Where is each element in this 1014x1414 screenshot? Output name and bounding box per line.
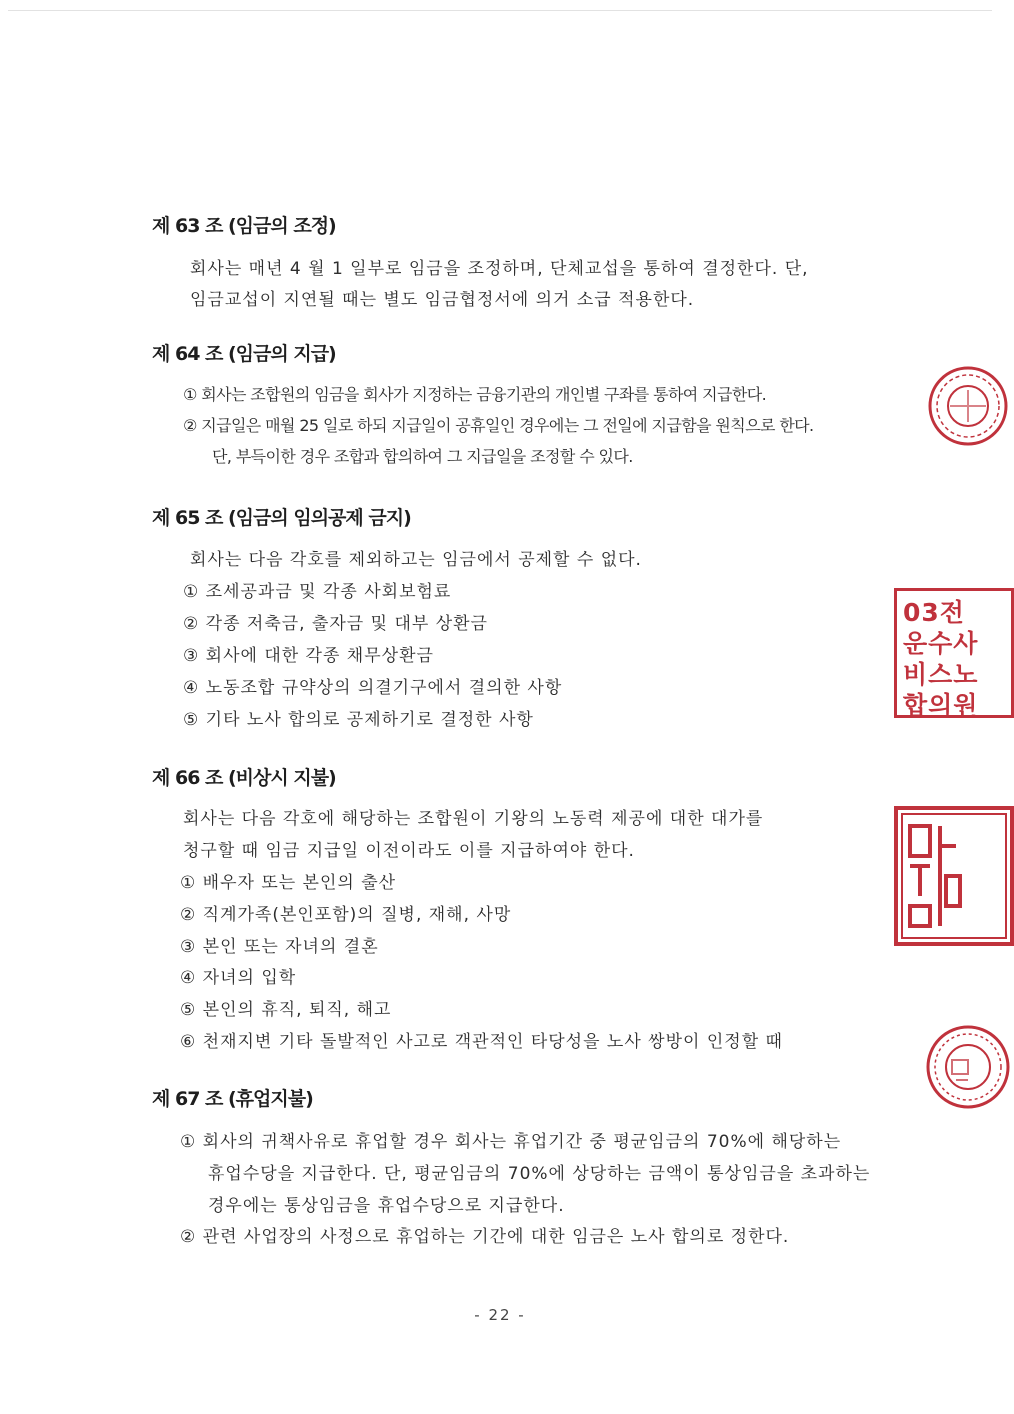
seal-line-4: 합의원 xyxy=(903,691,979,720)
article-63-line-1: 회사는 매년 4 월 1 일부로 임금을 조정하며, 단체교섭을 통하여 결정한다. 단, xyxy=(190,259,809,279)
article-65-intro: 회사는 다음 각호를 제외하고는 임금에서 공제할 수 없다. xyxy=(190,550,642,570)
seal-line-1: 03전 xyxy=(903,598,965,627)
article-64-item-2: ② 지급일은 매월 25 일로 하되 지급일이 공휴일인 경우에는 그 전일에 지급함을 원칙으로 한다. xyxy=(183,416,814,435)
article-66-item-2: ② 직계가족(본인포함)의 질병, 재해, 사망 xyxy=(180,905,512,925)
article-64-title: 제 64 조 (임금의 지급) xyxy=(152,343,336,365)
article-67-item-1-cont-2: 경우에는 통상임금을 휴업수당으로 지급한다. xyxy=(208,1196,565,1216)
article-66-item-6: ⑥ 천재지변 기타 돌발적인 사고로 객관적인 타당성을 노사 쌍방이 인정할 때 xyxy=(180,1032,783,1052)
square-seal-stamp-2 xyxy=(894,806,962,946)
article-67-item-1-cont-1: 휴업수당을 지급한다. 단, 평균임금의 70%에 상당하는 금액이 통상임금을 초과하는 xyxy=(208,1164,871,1184)
article-66-title: 제 66 조 (비상시 지불) xyxy=(152,767,336,789)
article-66-intro-2: 청구할 때 임금 지급일 이전이라도 이를 지급하여야 한다. xyxy=(183,841,635,861)
article-66-item-1: ① 배우자 또는 본인의 출산 xyxy=(180,873,397,893)
article-64-item-1: ① 회사는 조합원의 임금을 회사가 지정하는 금융기관의 개인별 구좌를 통하여 지급한다. xyxy=(183,385,767,404)
article-66-intro-1: 회사는 다음 각호에 해당하는 조합원이 기왕의 노동력 제공에 대한 대가를 xyxy=(183,809,764,829)
article-65-title: 제 65 조 (임금의 임의공제 금지) xyxy=(152,507,411,529)
article-65-item-3: ③ 회사에 대한 각종 채무상환금 xyxy=(183,646,434,666)
round-seal-stamp-2 xyxy=(926,1024,962,1110)
article-67-item-1: ① 회사의 귀책사유로 휴업할 경우 회사는 휴업기간 중 평균임금의 70%에 해당하는 xyxy=(180,1132,842,1152)
page-number: - 22 - xyxy=(474,1306,526,1324)
seal-line-2: 운수사 xyxy=(903,629,979,658)
round-seal-stamp-1 xyxy=(928,364,962,448)
top-rule xyxy=(8,10,992,11)
article-66-item-5: ⑤ 본인의 휴직, 퇴직, 해고 xyxy=(180,1000,392,1020)
article-65-item-4: ④ 노동조합 규약상의 의결기구에서 결의한 사항 xyxy=(183,678,563,698)
article-66-item-3: ③ 본인 또는 자녀의 결혼 xyxy=(180,937,379,957)
article-63-line-2: 임금교섭이 지연될 때는 별도 임금협정서에 의거 소급 적용한다. xyxy=(190,290,695,310)
article-65-item-2: ② 각종 저축금, 출자금 및 대부 상환금 xyxy=(183,614,488,634)
article-65-item-1: ① 조세공과금 및 각종 사회보험료 xyxy=(183,582,452,602)
seal-line-3: 비스노 xyxy=(903,660,979,689)
square-seal-stamp-1 xyxy=(894,588,979,722)
article-67-item-2: ② 관련 사업장의 사정으로 휴업하는 기간에 대한 임금은 노사 합의로 정한다. xyxy=(180,1227,790,1247)
article-67-title: 제 67 조 (휴업지불) xyxy=(152,1088,313,1110)
article-64-item-2-cont: 단, 부득이한 경우 조합과 합의하여 그 지급일을 조정할 수 있다. xyxy=(212,447,633,466)
article-66-item-4: ④ 자녀의 입학 xyxy=(180,968,297,988)
article-63-title: 제 63 조 (임금의 조정) xyxy=(152,215,336,237)
article-65-item-5: ⑤ 기타 노사 합의로 공제하기로 결정한 사항 xyxy=(183,710,534,730)
